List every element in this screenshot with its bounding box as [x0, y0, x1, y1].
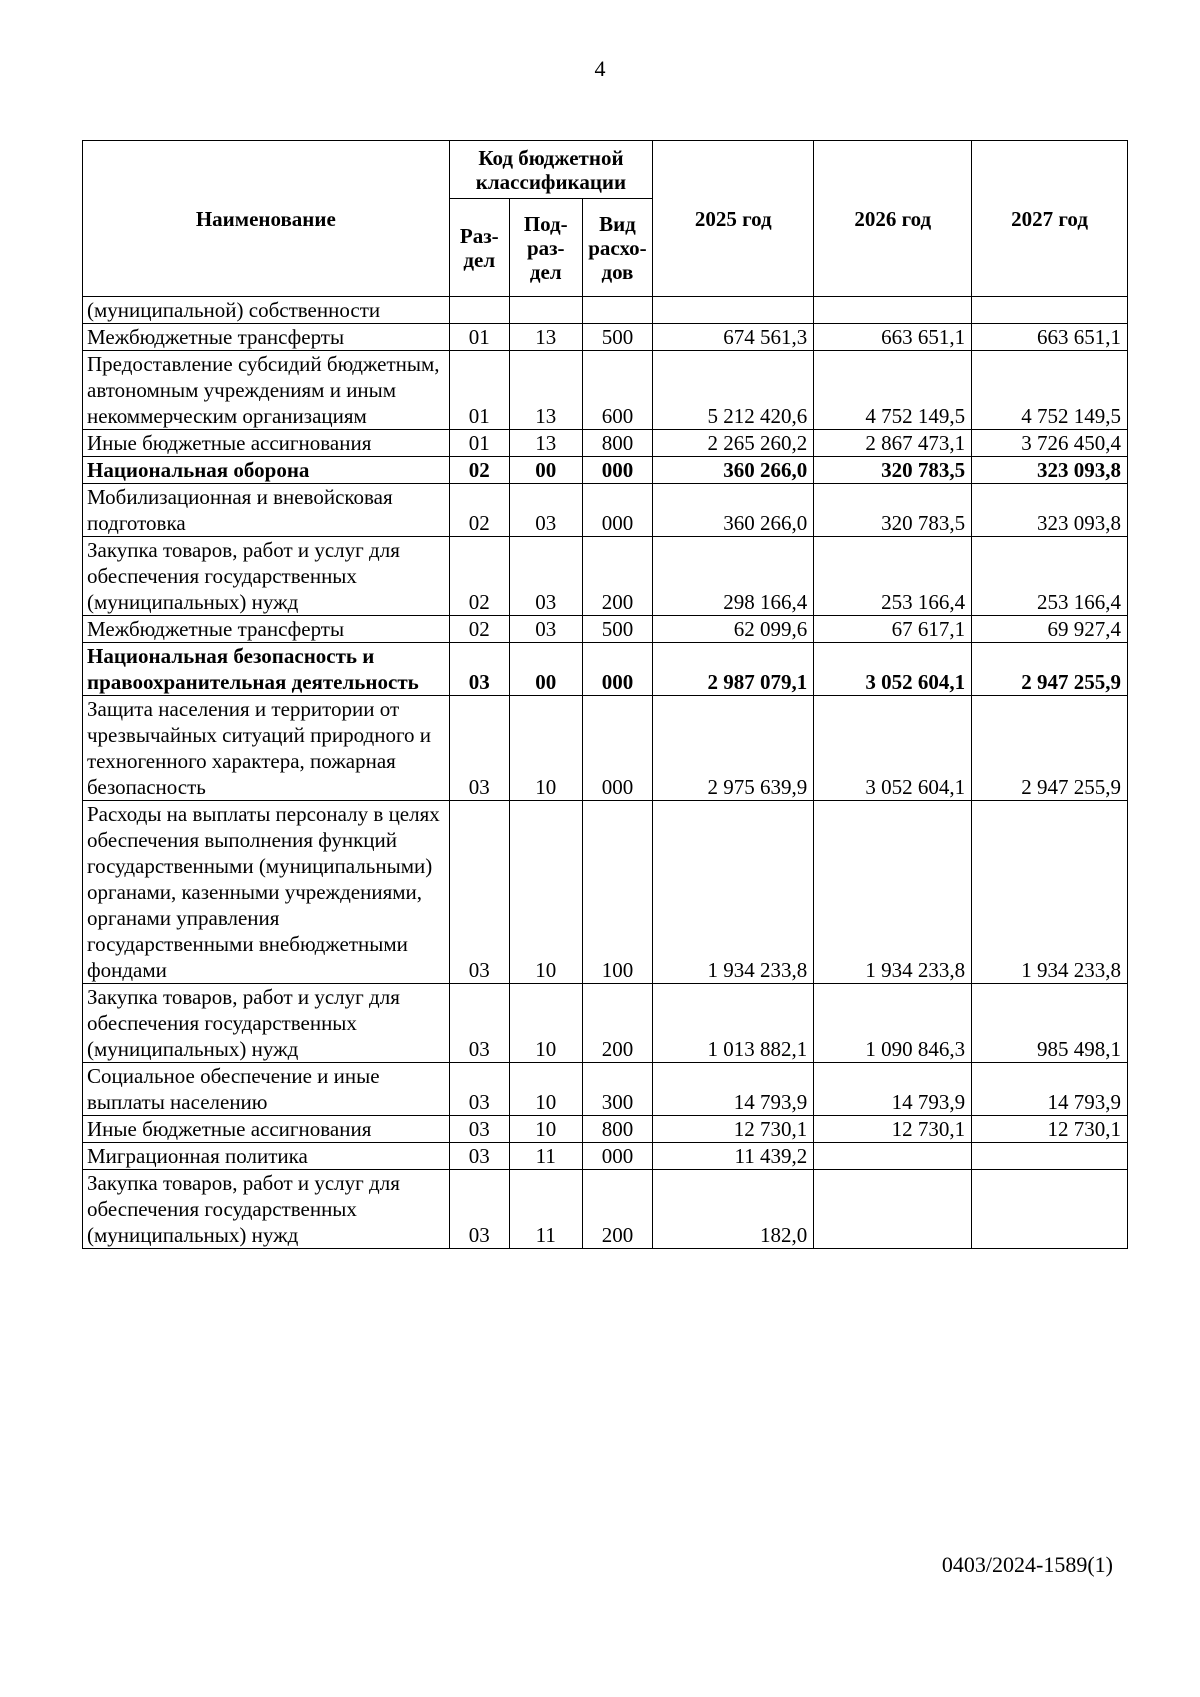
header-podrazdel: Под- раз- дел [509, 199, 582, 297]
cell-2027: 985 498,1 [972, 984, 1128, 1063]
cell-podrazdel: 10 [509, 696, 582, 801]
cell-vid-raskhodov: 000 [582, 484, 653, 537]
cell-2027: 14 793,9 [972, 1063, 1128, 1116]
cell-2027: 663 651,1 [972, 324, 1128, 351]
cell-name: Закупка товаров, работ и услуг для обеспечения государственных (муниципальных) нужд [83, 537, 450, 616]
cell-2027: 2 947 255,9 [972, 696, 1128, 801]
cell-vid-raskhodov: 800 [582, 1116, 653, 1143]
cell-name: Мобилизационная и вневойсковая подготовка [83, 484, 450, 537]
cell-podrazdel: 13 [509, 430, 582, 457]
cell-razdel: 01 [449, 324, 509, 351]
table-row [83, 1170, 1128, 1249]
cell-2026 [814, 1143, 972, 1170]
cell-2026: 3 052 604,1 [814, 696, 972, 801]
header-year-2025: 2025 год [653, 141, 814, 297]
cell-name: Межбюджетные трансферты [83, 324, 450, 351]
cell-razdel: 03 [449, 1116, 509, 1143]
cell-2027: 2 947 255,9 [972, 643, 1128, 696]
cell-podrazdel: 13 [509, 324, 582, 351]
cell-name: Закупка товаров, работ и услуг для обеспечения государственных (муниципальных) нужд [83, 984, 450, 1063]
cell-podrazdel: 00 [509, 643, 582, 696]
cell-razdel: 01 [449, 351, 509, 430]
cell-2025: 1 934 233,8 [653, 801, 814, 984]
cell-2026: 1 090 846,3 [814, 984, 972, 1063]
cell-vid-raskhodov: 100 [582, 801, 653, 984]
cell-razdel: 01 [449, 430, 509, 457]
table-row [83, 984, 1128, 1063]
cell-2026: 2 867 473,1 [814, 430, 972, 457]
cell-vid-raskhodov: 000 [582, 457, 653, 484]
cell-2027 [972, 1143, 1128, 1170]
cell-2027 [972, 1170, 1128, 1249]
cell-vid-raskhodov: 200 [582, 1170, 653, 1249]
cell-2026: 253 166,4 [814, 537, 972, 616]
cell-2027 [972, 297, 1128, 324]
cell-podrazdel: 10 [509, 1116, 582, 1143]
cell-2025: 2 975 639,9 [653, 696, 814, 801]
cell-name: Иные бюджетные ассигнования [83, 1116, 450, 1143]
cell-razdel: 02 [449, 484, 509, 537]
cell-razdel: 03 [449, 1063, 509, 1116]
cell-name: Национальная безопасность и правоохранительная деятельность [83, 643, 450, 696]
header-vid-raskhodov: Вид расхо- дов [582, 199, 653, 297]
cell-2025 [653, 297, 814, 324]
table-row [83, 1143, 1128, 1170]
cell-2025: 5 212 420,6 [653, 351, 814, 430]
cell-vid-raskhodov: 000 [582, 643, 653, 696]
table-row [83, 1116, 1128, 1143]
cell-2027: 4 752 149,5 [972, 351, 1128, 430]
header-razdel: Раз- дел [449, 199, 509, 297]
table-row [83, 351, 1128, 430]
cell-2025: 1 013 882,1 [653, 984, 814, 1063]
cell-2026: 67 617,1 [814, 616, 972, 643]
cell-razdel: 03 [449, 1170, 509, 1249]
header-year-2026: 2026 год [814, 141, 972, 297]
cell-2027: 69 927,4 [972, 616, 1128, 643]
cell-2027: 12 730,1 [972, 1116, 1128, 1143]
cell-2027: 1 934 233,8 [972, 801, 1128, 984]
cell-razdel [449, 297, 509, 324]
page-number: 4 [594, 56, 606, 81]
cell-2027: 323 093,8 [972, 484, 1128, 537]
cell-2026 [814, 1170, 972, 1249]
document-id: 0403/2024-1589(1) [941, 1552, 1113, 1577]
cell-razdel: 02 [449, 537, 509, 616]
cell-vid-raskhodov: 300 [582, 1063, 653, 1116]
cell-2026: 663 651,1 [814, 324, 972, 351]
cell-vid-raskhodov: 200 [582, 984, 653, 1063]
cell-2026: 12 730,1 [814, 1116, 972, 1143]
cell-2027: 253 166,4 [972, 537, 1128, 616]
cell-vid-raskhodov: 500 [582, 324, 653, 351]
cell-2026: 14 793,9 [814, 1063, 972, 1116]
cell-2025: 298 166,4 [653, 537, 814, 616]
table-row [83, 696, 1128, 801]
cell-name: Предоставление субсидий бюджетным, автономным учреждениям и иным некоммерческим организациям [83, 351, 450, 430]
cell-podrazdel: 10 [509, 801, 582, 984]
cell-razdel: 03 [449, 696, 509, 801]
table-row [83, 484, 1128, 537]
cell-vid-raskhodov: 800 [582, 430, 653, 457]
cell-podrazdel: 03 [509, 537, 582, 616]
cell-2026: 1 934 233,8 [814, 801, 972, 984]
cell-2025: 2 265 260,2 [653, 430, 814, 457]
cell-2025: 360 266,0 [653, 457, 814, 484]
cell-razdel: 03 [449, 1143, 509, 1170]
table-row [83, 801, 1128, 984]
cell-name: Защита населения и территории от чрезвычайных ситуаций природного и техногенного характера, пожарная безопасность [83, 696, 450, 801]
cell-name: Иные бюджетные ассигнования [83, 430, 450, 457]
header-name: Наименование [83, 141, 450, 297]
cell-vid-raskhodov [582, 297, 653, 324]
cell-2025: 2 987 079,1 [653, 643, 814, 696]
cell-name: Национальная оборона [83, 457, 450, 484]
table-row [83, 297, 1128, 324]
table-row [83, 324, 1128, 351]
cell-2027: 3 726 450,4 [972, 430, 1128, 457]
cell-name: (муниципальной) собственности [83, 297, 450, 324]
cell-podrazdel: 10 [509, 1063, 582, 1116]
cell-2026: 320 783,5 [814, 484, 972, 537]
cell-2026: 4 752 149,5 [814, 351, 972, 430]
cell-2025: 360 266,0 [653, 484, 814, 537]
table-row [83, 537, 1128, 616]
cell-vid-raskhodov: 000 [582, 1143, 653, 1170]
cell-2025: 62 099,6 [653, 616, 814, 643]
cell-vid-raskhodov: 200 [582, 537, 653, 616]
cell-name: Межбюджетные трансферты [83, 616, 450, 643]
cell-razdel: 03 [449, 643, 509, 696]
cell-razdel: 02 [449, 616, 509, 643]
cell-2025: 674 561,3 [653, 324, 814, 351]
cell-podrazdel: 10 [509, 984, 582, 1063]
cell-razdel: 03 [449, 984, 509, 1063]
cell-podrazdel: 03 [509, 484, 582, 537]
budget-table [82, 140, 1128, 1249]
cell-name: Расходы на выплаты персоналу в целях обеспечения выполнения функций государственными (муниципальными) органами, казенными учреждениями, органами управления государственными внебюджетными фондами [83, 801, 450, 984]
cell-podrazdel: 11 [509, 1170, 582, 1249]
table-row [83, 457, 1128, 484]
cell-2025: 12 730,1 [653, 1116, 814, 1143]
header-year-2027: 2027 год [972, 141, 1128, 297]
table-row [83, 1063, 1128, 1116]
cell-2026: 320 783,5 [814, 457, 972, 484]
table-row [83, 430, 1128, 457]
cell-2025: 182,0 [653, 1170, 814, 1249]
cell-podrazdel: 13 [509, 351, 582, 430]
cell-name: Социальное обеспечение и иные выплаты населению [83, 1063, 450, 1116]
cell-name: Закупка товаров, работ и услуг для обеспечения государственных (муниципальных) нужд [83, 1170, 450, 1249]
cell-podrazdel: 00 [509, 457, 582, 484]
cell-2025: 14 793,9 [653, 1063, 814, 1116]
cell-name: Миграционная политика [83, 1143, 450, 1170]
table-body [83, 297, 1128, 1249]
cell-vid-raskhodov: 600 [582, 351, 653, 430]
table-row [83, 643, 1128, 696]
cell-2027: 323 093,8 [972, 457, 1128, 484]
cell-podrazdel: 11 [509, 1143, 582, 1170]
cell-2026 [814, 297, 972, 324]
cell-podrazdel: 03 [509, 616, 582, 643]
cell-podrazdel [509, 297, 582, 324]
cell-vid-raskhodov: 500 [582, 616, 653, 643]
cell-2025: 11 439,2 [653, 1143, 814, 1170]
cell-razdel: 03 [449, 801, 509, 984]
header-code-group: Код бюджетной классификации [449, 141, 653, 199]
cell-2026: 3 052 604,1 [814, 643, 972, 696]
table-row [83, 616, 1128, 643]
cell-vid-raskhodov: 000 [582, 696, 653, 801]
cell-razdel: 02 [449, 457, 509, 484]
